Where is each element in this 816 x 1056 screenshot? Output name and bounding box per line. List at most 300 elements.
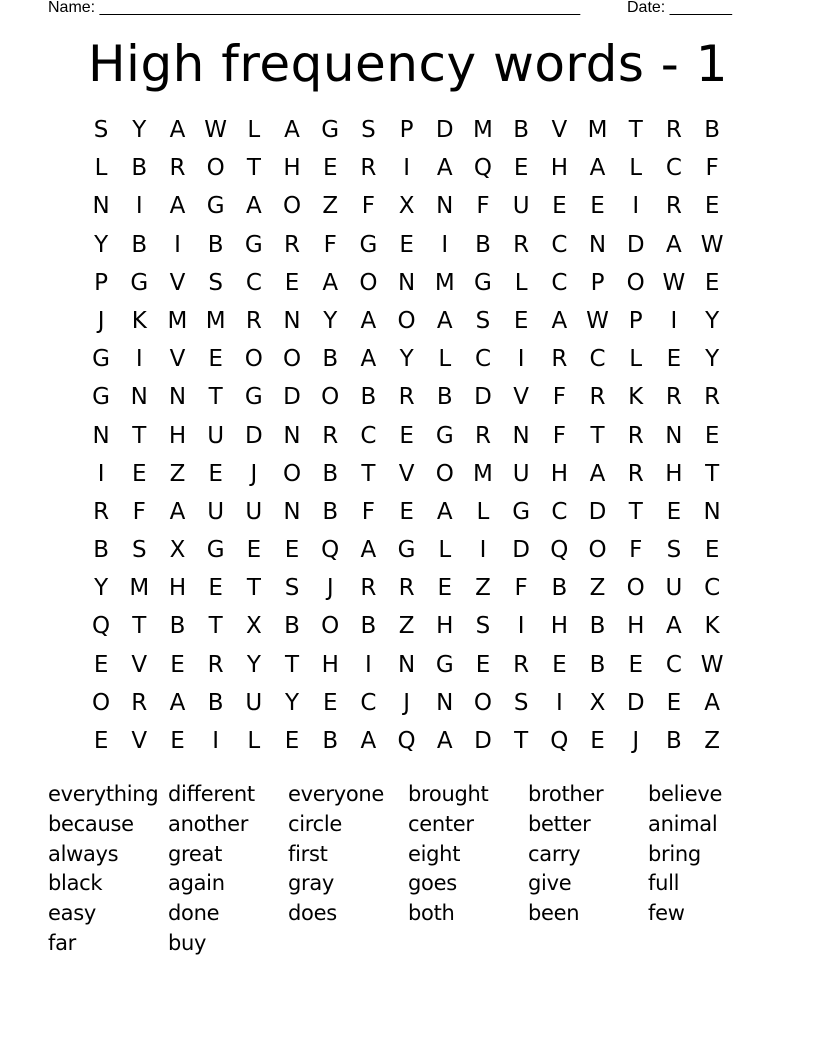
grid-letter[interactable]: V [169,269,186,296]
grid-letter[interactable]: Z [589,575,606,602]
grid-letter[interactable]: G [206,537,225,564]
grid-letter[interactable]: D [435,117,454,143]
grid-letter[interactable]: V [551,117,568,143]
grid-letter[interactable]: G [206,193,225,220]
grid-letter[interactable]: C [589,346,606,373]
grid-letter[interactable]: B [475,231,491,258]
grid-letter[interactable]: E [208,460,223,487]
grid-letter[interactable]: A [322,269,339,296]
grid-letter[interactable]: S [208,269,223,296]
grid-letter[interactable]: R [704,384,721,411]
grid-letter[interactable]: Y [94,575,109,602]
grid-letter[interactable]: F [514,575,528,602]
grid-letter[interactable]: B [589,651,606,678]
grid-letter[interactable]: A [666,613,682,640]
grid-letter[interactable]: O [359,269,378,296]
grid-letter[interactable]: E [666,498,682,525]
grid-letter[interactable]: E [132,460,147,487]
grid-letter[interactable]: J [250,460,258,487]
grid-letter[interactable]: N [588,231,607,258]
grid-letter[interactable]: E [704,422,720,449]
grid-letter[interactable]: S [475,307,491,334]
grid-letter[interactable]: U [665,575,683,602]
date-field-line[interactable]: Date: _______ [627,0,732,16]
word-list-item: black [48,871,103,896]
grid-letter[interactable]: F [361,193,376,220]
grid-letter[interactable]: C [245,269,262,296]
grid-letter[interactable]: C [474,346,491,373]
grid-letter[interactable]: A [360,537,377,564]
word-list-item: easy [48,901,96,926]
grid-letter[interactable]: K [131,307,147,334]
grid-letter[interactable]: M [473,117,493,143]
word-list-item: eight [408,841,461,866]
grid-letter[interactable]: R [513,231,530,258]
grid-letter[interactable]: E [513,155,529,182]
grid-letter[interactable]: Y [323,307,338,334]
grid-letter[interactable]: R [665,384,682,411]
grid-letter[interactable]: E [399,498,414,525]
grid-letter[interactable]: C [551,231,568,258]
grid-letter[interactable]: R [665,117,682,143]
grid-letter[interactable]: A [436,498,453,525]
grid-letter[interactable]: A [169,689,186,716]
grid-letter[interactable]: B [207,231,224,258]
grid-letter[interactable]: E [666,346,682,373]
grid-letter[interactable]: D [626,231,645,258]
grid-letter[interactable]: H [550,155,568,182]
grid-letter[interactable]: B [93,537,109,564]
grid-letter[interactable]: E [666,689,682,716]
grid-letter[interactable]: C [665,651,682,678]
grid-letter[interactable]: P [628,307,643,334]
grid-letter[interactable]: I [479,537,487,564]
grid-letter[interactable]: E [208,346,223,373]
grid-letter[interactable]: E [590,728,605,754]
grid-letter[interactable]: J [326,575,334,602]
grid-letter[interactable]: M [473,460,493,487]
grid-letter[interactable]: E [704,193,720,220]
grid-letter[interactable]: A [551,307,568,334]
grid-letter[interactable]: U [207,498,225,525]
grid-letter[interactable]: W [662,269,686,296]
word-search-grid [82,111,731,760]
grid-letter[interactable]: U [207,422,225,449]
grid-letter[interactable]: J [403,689,410,716]
grid-letter[interactable]: O [626,269,645,296]
grid-letter[interactable]: D [512,537,531,564]
grid-letter[interactable]: M [587,117,608,143]
grid-letter[interactable]: F [361,498,376,525]
grid-letter[interactable]: W [586,307,609,334]
grid-letter[interactable]: E [590,193,605,220]
grid-letter[interactable]: O [321,613,340,640]
grid-letter[interactable]: I [632,193,640,220]
grid-letter[interactable]: V [131,651,148,678]
grid-letter[interactable]: N [283,422,301,449]
grid-letter[interactable]: N [92,193,110,220]
grid-letter[interactable]: Z [398,613,415,640]
grid-letter[interactable]: Z [169,460,186,487]
name-field-line[interactable]: Name: ______________________________________________________ [48,0,581,16]
grid-letter[interactable]: I [517,613,525,640]
grid-letter[interactable]: N [665,422,683,449]
grid-letter[interactable]: U [245,498,263,525]
grid-letter[interactable]: R [551,346,568,373]
grid-letter[interactable]: U [245,689,263,716]
grid-letter[interactable]: L [476,498,490,525]
grid-letter[interactable]: S [131,537,147,564]
grid-letter[interactable]: T [132,422,147,449]
grid-letter[interactable]: Q [92,613,111,640]
grid-letter[interactable]: Q [321,537,340,564]
grid-letter[interactable]: P [94,269,109,296]
word-list-item: another [168,811,249,836]
grid-letter[interactable]: B [207,689,224,716]
grid-letter[interactable]: I [97,460,105,487]
grid-letter[interactable]: O [282,346,302,373]
grid-letter[interactable]: F [476,193,490,220]
grid-letter[interactable]: M [167,307,188,334]
grid-letter[interactable]: H [550,460,568,487]
grid-letter[interactable]: E [513,307,529,334]
grid-letter[interactable]: R [398,384,415,411]
grid-letter[interactable]: E [284,537,300,564]
grid-letter[interactable]: O [282,193,302,220]
grid-letter[interactable]: I [212,728,220,754]
grid-letter[interactable]: W [700,231,724,258]
grid-letter[interactable]: C [704,575,721,602]
grid-letter[interactable]: B [131,231,148,258]
grid-letter[interactable]: B [322,728,339,754]
grid-letter[interactable]: K [704,613,720,640]
grid-letter[interactable]: E [628,651,643,678]
grid-letter[interactable]: E [475,651,491,678]
grid-letter[interactable]: R [322,422,339,449]
grid-letter[interactable]: B [513,117,530,143]
grid-letter[interactable]: F [552,422,566,449]
word-list-item: bring [648,841,701,866]
grid-letter[interactable]: V [398,460,415,487]
grid-letter[interactable]: S [284,575,300,602]
grid-letter[interactable]: H [627,613,645,640]
grid-letter[interactable]: R [360,575,377,602]
grid-letter[interactable]: S [666,537,682,564]
grid-letter[interactable]: N [436,193,454,220]
grid-letter[interactable]: U [512,193,530,220]
grid-letter[interactable]: A [704,689,720,716]
grid-letter[interactable]: C [665,155,682,182]
grid-letter[interactable]: R [665,193,682,220]
grid-letter[interactable]: N [512,422,530,449]
grid-letter[interactable]: A [360,346,377,373]
grid-letter[interactable]: Y [94,231,109,258]
grid-letter[interactable]: P [590,269,605,296]
grid-letter[interactable]: A [360,307,377,334]
grid-letter[interactable]: D [244,422,263,449]
grid-letter[interactable]: E [552,651,567,678]
grid-letter[interactable]: E [437,575,453,602]
grid-letter[interactable]: G [244,384,263,411]
grid-letter[interactable]: G [474,269,492,296]
grid-letter[interactable]: A [169,117,186,143]
grid-letter[interactable]: H [436,613,454,640]
grid-letter[interactable]: G [92,384,110,411]
grid-letter[interactable]: H [665,460,683,487]
grid-letter[interactable]: C [360,422,377,449]
grid-letter[interactable]: D [474,384,492,411]
grid-letter[interactable]: G [359,231,378,258]
grid-letter[interactable]: T [246,155,261,182]
grid-letter[interactable]: G [397,537,416,564]
grid-letter[interactable]: A [436,728,453,754]
grid-letter[interactable]: B [131,155,148,182]
grid-letter[interactable]: L [629,155,643,182]
grid-letter[interactable]: N [703,498,721,525]
grid-letter[interactable]: I [441,231,449,258]
grid-letter[interactable]: D [283,384,301,411]
grid-letter[interactable]: G [244,231,263,258]
grid-letter[interactable]: W [700,651,724,678]
grid-letter[interactable]: W [204,117,228,143]
grid-letter[interactable]: E [93,728,109,754]
grid-letter[interactable]: T [628,117,643,143]
grid-letter[interactable]: R [93,498,110,525]
grid-letter[interactable]: L [514,269,528,296]
grid-letter[interactable]: E [399,231,414,258]
grid-letter[interactable]: O [397,307,416,334]
grid-letter[interactable]: U [512,460,530,487]
grid-letter[interactable]: X [589,689,606,716]
grid-letter[interactable]: V [169,346,186,373]
grid-letter[interactable]: I [403,155,410,182]
grid-letter[interactable]: O [588,537,607,564]
grid-letter[interactable]: I [174,231,181,258]
grid-letter[interactable]: E [704,269,720,296]
grid-letter[interactable]: T [208,613,223,640]
grid-letter[interactable]: E [93,651,109,678]
grid-letter[interactable]: Q [550,728,569,754]
grid-letter[interactable]: R [589,384,606,411]
grid-letter[interactable]: Y [705,307,720,334]
grid-letter[interactable]: B [436,384,453,411]
grid-letter[interactable]: T [628,498,643,525]
grid-letter[interactable]: O [626,575,645,602]
grid-letter[interactable]: L [247,728,261,754]
grid-letter[interactable]: S [475,613,491,640]
grid-letter[interactable]: B [322,346,339,373]
grid-letter[interactable]: Y [285,689,300,716]
grid-letter[interactable]: O [321,384,340,411]
grid-letter[interactable]: Z [322,193,339,220]
grid-letter[interactable]: A [245,193,262,220]
grid-letter[interactable]: F [552,384,566,411]
grid-letter[interactable]: D [474,728,492,754]
grid-letter[interactable]: X [398,193,415,220]
grid-letter[interactable]: G [435,651,454,678]
grid-letter[interactable]: P [399,117,414,143]
grid-letter[interactable]: E [322,689,338,716]
grid-letter[interactable]: A [589,155,606,182]
grid-letter[interactable]: D [626,689,645,716]
grid-letter[interactable]: H [168,575,187,602]
grid-letter[interactable]: V [513,384,530,411]
grid-letter[interactable]: E [552,193,567,220]
word-list-item: animal [648,811,718,836]
grid-letter[interactable]: E [399,422,414,449]
grid-letter[interactable]: O [206,155,225,182]
grid-letter[interactable]: S [93,117,109,143]
grid-letter[interactable]: C [360,689,377,716]
grid-letter[interactable]: F [629,537,643,564]
grid-letter[interactable]: J [632,728,640,754]
grid-letter[interactable]: R [207,651,224,678]
grid-letter[interactable]: T [285,651,300,678]
grid-letter[interactable]: E [246,537,262,564]
grid-letter[interactable]: Q [550,537,569,564]
grid-letter[interactable]: B [551,575,568,602]
grid-letter[interactable]: T [705,460,720,487]
grid-letter[interactable]: I [670,307,678,334]
grid-letter[interactable]: L [247,117,261,143]
grid-letter[interactable]: O [244,346,263,373]
grid-letter[interactable]: R [627,422,644,449]
grid-letter[interactable]: F [323,231,337,258]
grid-letter[interactable]: B [360,384,377,411]
grid-letter[interactable]: A [589,460,606,487]
grid-letter[interactable]: R [360,155,377,182]
grid-letter[interactable]: I [135,346,143,373]
grid-letter[interactable]: R [169,155,186,182]
grid-letter[interactable]: Y [399,346,414,373]
grid-letter[interactable]: N [436,689,454,716]
grid-letter[interactable]: E [208,575,223,602]
grid-letter[interactable]: I [555,689,563,716]
grid-letter[interactable]: N [168,384,187,411]
grid-letter[interactable]: X [169,537,186,564]
grid-letter[interactable]: O [92,689,111,716]
grid-letter[interactable]: Z [704,728,720,754]
grid-letter[interactable]: B [589,613,606,640]
grid-letter[interactable]: G [92,346,110,373]
grid-letter[interactable]: H [283,155,301,182]
grid-letter[interactable]: E [704,537,720,564]
grid-letter[interactable]: H [168,422,187,449]
grid-letter[interactable]: E [170,728,185,754]
grid-letter[interactable]: S [513,689,529,716]
grid-letter[interactable]: N [130,384,148,411]
grid-letter[interactable]: T [132,613,147,640]
grid-letter[interactable]: R [245,307,262,334]
grid-letter[interactable]: R [131,689,148,716]
grid-letter[interactable]: L [629,346,643,373]
grid-letter[interactable]: Q [397,728,416,754]
grid-letter[interactable]: E [170,651,185,678]
word-list-item: full [648,871,680,896]
grid-letter[interactable]: B [322,460,339,487]
grid-letter[interactable]: C [551,269,568,296]
grid-letter[interactable]: B [284,613,300,640]
grid-letter[interactable]: A [436,307,453,334]
grid-letter[interactable]: R [513,651,530,678]
grid-letter[interactable]: G [512,498,531,525]
grid-letter[interactable]: L [94,155,108,182]
grid-letter[interactable]: T [361,460,376,487]
word-list-item: gray [288,871,335,896]
grid-letter[interactable]: G [321,117,340,143]
grid-letter[interactable]: A [360,728,377,754]
grid-letter[interactable]: E [284,728,300,754]
grid-letter[interactable]: Y [132,117,147,143]
grid-letter[interactable]: A [666,231,682,258]
grid-letter[interactable]: B [322,498,339,525]
grid-letter[interactable]: I [135,193,143,220]
grid-letter[interactable]: S [361,117,376,143]
grid-letter[interactable]: N [397,651,416,678]
grid-letter[interactable]: O [473,689,493,716]
grid-letter[interactable]: X [245,613,262,640]
grid-letter[interactable]: Z [475,575,491,602]
grid-letter[interactable]: A [169,498,186,525]
grid-letter[interactable]: M [129,575,150,602]
grid-letter[interactable]: O [435,460,454,487]
grid-letter[interactable]: T [208,384,223,411]
grid-letter[interactable]: A [169,193,186,220]
grid-letter[interactable]: R [474,422,491,449]
grid-letter[interactable]: H [321,651,339,678]
grid-letter[interactable]: G [435,422,454,449]
grid-letter[interactable]: Y [246,651,261,678]
grid-letter[interactable]: R [627,460,644,487]
grid-letter[interactable]: Q [473,155,493,182]
grid-letter[interactable]: T [590,422,605,449]
grid-letter[interactable]: E [322,155,338,182]
grid-letter[interactable]: O [282,460,302,487]
grid-letter[interactable]: I [517,346,525,373]
grid-letter[interactable]: H [550,613,568,640]
grid-letter[interactable]: L [438,346,452,373]
grid-letter[interactable]: R [284,231,301,258]
grid-letter[interactable]: G [130,269,149,296]
grid-letter[interactable]: N [92,422,110,449]
grid-letter[interactable]: V [131,728,148,754]
grid-letter[interactable]: F [132,498,146,525]
grid-letter[interactable]: M [434,269,455,296]
grid-letter[interactable]: B [666,728,682,754]
grid-letter[interactable]: N [397,269,416,296]
grid-letter[interactable]: I [365,651,372,678]
grid-letter[interactable]: T [246,575,261,602]
grid-letter[interactable]: K [628,384,644,411]
grid-letter[interactable]: B [360,613,377,640]
grid-letter[interactable]: C [551,498,568,525]
grid-letter[interactable]: N [283,307,301,334]
grid-letter[interactable]: B [704,117,720,143]
grid-letter[interactable]: A [436,155,453,182]
grid-letter[interactable]: T [514,728,529,754]
grid-letter[interactable]: D [588,498,607,525]
grid-letter[interactable]: A [284,117,300,143]
grid-letter[interactable]: L [438,537,452,564]
grid-letter[interactable]: E [284,269,300,296]
grid-letter[interactable]: Y [705,346,720,373]
grid-letter[interactable]: J [97,307,105,334]
grid-letter[interactable]: B [169,613,186,640]
grid-letter[interactable]: R [398,575,415,602]
grid-letter[interactable]: N [283,498,301,525]
grid-letter[interactable]: F [705,155,719,182]
grid-letter[interactable]: M [205,307,226,334]
